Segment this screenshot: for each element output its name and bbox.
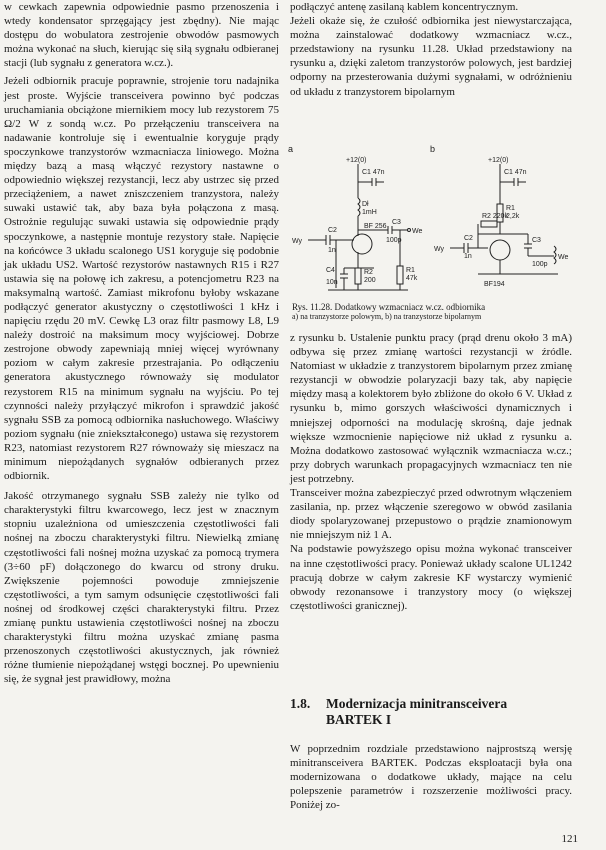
- supply-b-label: +12(0): [488, 157, 509, 164]
- page-number: 121: [561, 833, 578, 845]
- paragraph: podłączyć antenę zasilaną kablem koncentrycznym.: [290, 1, 519, 13]
- paragraph: W poprzednim rozdziale przedstawiono najprostszą wersję minitransceivera BARTEK. Podczas eksploatacji była ona modernizowana o dodatkowe układy, mające na celu polepszenie parametrów i rozszerzenie możliwości pracy. Poniżej zo-: [290, 743, 572, 812]
- caption-line-1: Rys. 11.28. Dodatkowy wzmacniacz w.cz. odbiornika: [292, 302, 486, 312]
- panel-b-label: b: [430, 144, 436, 154]
- c1-a-label: C1 47n: [362, 169, 385, 176]
- r1-b-value: 2,2k: [506, 213, 520, 220]
- paragraph: Na podstawie powyższego opisu można wykonać transceiver na inne częstotliwości pracy. Ponieważ układy scalone UL1242 pracują dobrze w całym zakresie KF wystarczy wymienić obwody rezonansowe i tranzystory mocy (o większej częstotliwości granicznej).: [290, 543, 572, 612]
- r2-b-label: R2 220k: [482, 213, 509, 220]
- transistor-a-label: BF 256: [364, 223, 387, 230]
- section-heading: [290, 696, 572, 728]
- wy-a-label: Wy: [292, 238, 303, 245]
- section-number: 1.8.: [290, 696, 311, 711]
- c2-b-value: 1n: [464, 253, 472, 260]
- c3-b-value: 100p: [532, 261, 548, 268]
- choke-label: Dł: [362, 201, 369, 208]
- c4-label: C4: [326, 267, 335, 274]
- right-column-bottom: [290, 331, 572, 613]
- r2-a-value: 200: [364, 277, 376, 284]
- r2-a-label: R2: [364, 269, 373, 276]
- panel-a-label: a: [288, 144, 294, 154]
- paragraph: Jeżeli okaże się, że czułość odbiornika jest niewystarczająca, można zainstalować dodatkowy wzmacniacz w.cz., przedstawiony na rysunku 11.28. Układ przedstawiony na rysunku a, dzięki zaletom tranzystorów polowych, jest bardziej odporny na przesterowania dużymi sygnałami, w odróżnieniu od układu z tranzystorem bipolarnym: [290, 15, 572, 98]
- r1-a-value: 47k: [406, 275, 418, 282]
- supply-a-label: +12(0): [346, 157, 367, 164]
- transistor-b-label: BF194: [484, 281, 505, 288]
- caption-line-2: a) na tranzystorze polowym, b) na tranzystorze bipolarnym: [292, 312, 482, 321]
- paragraph: Jakość otrzymanego sygnału SSB zależy nie tylko od charakterystyki filtru kwarcowego, lecz jest w znacznym stopniu uzależniona od umieszczenia częstotliwości fali nośnej na zboczu charakterystyki filtru. Niewielką zmianę częstotliwości fali nośnej można uzyskać za pomocą trymera (3÷60 pF) dołączonego do kwarcu od strony druku. Zwiększenie pojemności powoduje zmniejszenie częstotliwości, a tym samym odsunięcie częstotliwości fali nośnej od środkowej części charakterystyki filtru. Przez zmianę punktu ustawienia częstotliwości nośnej na zboczu charakterystyki filtru można uzyskać zmianę pasma przenoszonych częstotliwości akustycznych, jak również różne tłumienie niepożądanej wstęgi bocznej. Po upewnieniu się, że sygnał jest prawidłowy, można: [4, 490, 279, 686]
- r1-b-label: R1: [506, 205, 515, 212]
- choke-value: 1mH: [362, 209, 377, 216]
- left-column: [4, 0, 279, 691]
- c4-value: 10n: [326, 279, 338, 286]
- section-title-line-2: BARTEK I: [326, 712, 392, 727]
- figure-caption: [292, 302, 574, 322]
- c1-b-label: C1 47n: [504, 169, 527, 176]
- c3-a-label: C3: [392, 219, 401, 226]
- c3-a-value: 100p: [386, 237, 402, 244]
- wy-b-label: Wy: [434, 246, 445, 253]
- paragraph: Jeżeli odbiornik pracuje poprawnie, strojenie toru nadajnika jest proste. Wyjście transceivera powinno być podczas uruchamiania obciążone miernikiem mocy lub rezystorem 75 Ω/2 W z sondą w.cz. Po przełączeniu transceivera na nadawanie kontroluje się i ewentualnie koryguje prądy spoczynkowe tranzystorów wzmacniacza liniowego. Można między bazą a masą włączyć rezystory nastawne o odpowiednio większej rezystancji, lecz aby ustrzec się przed przeciążeniem, a nawet zniszczeniem tranzystora, należy suwaki ustawić tak, aby baza była połączona z masą. Ostrożnie regulując suwaki ustawia się odpowiednie prądy spoczynkowe, a następnie montuje rezystory stałe. Napięcie na końcówce 3 układu scalonego US1 koryguje się podobnie jak układu US2. Wartość rezystorów nastawnych R15 i R27 ustawia się na połowę ich zakresu, a potencjometru R23 na maksymalną wartość. Zamiast mikrofonu byłoby wskazane podłączyć generator akustyczny o częstotliwości 1 kHz i napięciu rzędu 20 mV. Cewkę L3 oraz filtr pasmowy L8, L9 należy dostroić na maksimum mocy wyjściowej. Dobrze zestrojone obwody zapewniają mniej więcej wyrównany poziom w całym zakresie przestrajania. Po odłączeniu generatora akustycznego równoważy się modulator rezystorem R15 na minimum sygnału na wyjściu. Po tej czynności należy przyłączyć mikrofon i sprawdzić jakość sygnału SSB za pomocą odbiornika nasłuchowego. Właściwy poziom sygnału (nie zniekształconego) ustawa się rezystorem R23, natomiast rezystorem R27 równoważy się mieszacz na minimum niepożądanych sygnałów odbieranych przez odbiornik.: [4, 75, 279, 483]
- r1-a-label: R1: [406, 267, 415, 274]
- c2-a-label: C2: [328, 227, 337, 234]
- paragraph: w cewkach zapewnia odpowiednie pasmo przenoszenia i wtedy kondensator sprzęgający jest zbędny). Nie mając dostępu do wobulatora zestrojenie obwodów pasmowych można wykonać na słuch, kierując się siłą sygnału odbieranej stacji (lub sygnału z generatora w.cz.).: [4, 1, 279, 70]
- c2-a-value: 1n: [328, 247, 336, 254]
- c2-b-label: C2: [464, 235, 473, 242]
- right-column-top: [290, 0, 572, 103]
- paragraph: z rysunku b. Ustalenie punktu pracy (prąd drenu około 3 mA) odbywa się przez zmianę wartości rezystancji w źródle. Natomiast w układzie z tranzystorem bipolarnym przez zmianę rezystancji w obwodzie polaryzacji bazy tak, aby napięcie między masą a kolektorem było zbliżone do około 6 V. Układ z rysunku b, mimo gorszych właściwości dynamicznych i mniejszej odporności na modulację skrośną, daje jednak większe wzmocnienie napięciowe niż układ z rysunku a. Można dodatkowo zastosować wyłącznik wzmacniacza w.cz.; przy dobrych warunkach propagacyjnych wzmacniacz ten nie jest potrzebny.: [290, 332, 572, 485]
- paragraph: Transceiver można zabezpieczyć przed odwrotnym włączeniem zasilania, np. przez włączenie szeregowo w obwód zasilania diody spolaryzowanej przepustowo o prądzie znamionowym nie mniejszym niż 1 A.: [290, 487, 572, 542]
- section-title-line-1: Modernizacja minitransceivera: [326, 696, 508, 711]
- we-a-label: We: [412, 228, 423, 235]
- c3-b-label: C3: [532, 237, 541, 244]
- schematic-figure: [288, 138, 578, 316]
- we-b-label: We: [558, 254, 569, 261]
- section-body: [290, 742, 572, 812]
- amplifier-schematic: [288, 138, 578, 316]
